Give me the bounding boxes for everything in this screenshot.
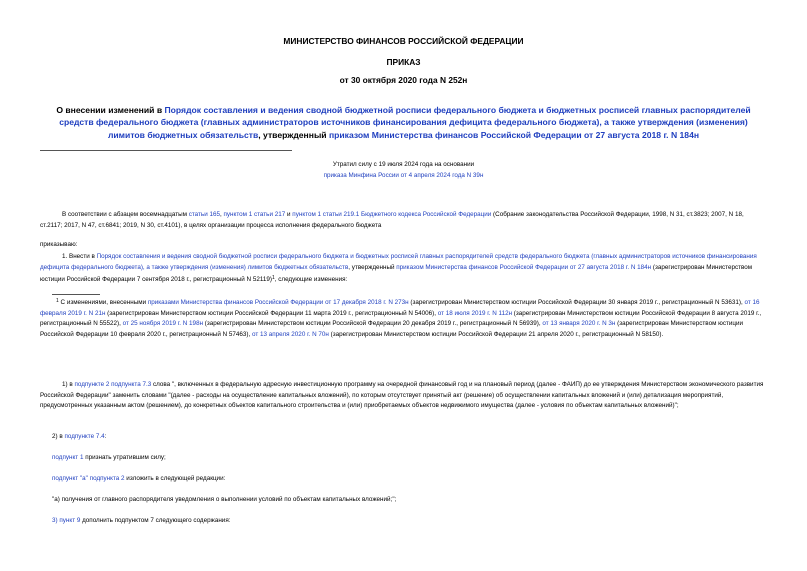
footnote-marker: 1 xyxy=(56,298,59,304)
link-order-70n[interactable]: от 13 апреля 2020 г. N 70н xyxy=(252,330,329,338)
sub2-text: 2) в xyxy=(52,433,65,440)
doc-date-number: от 30 октября 2020 года N 252н xyxy=(339,75,468,85)
title-prefix: О внесении изменений в xyxy=(56,105,165,115)
sub1-text: слова ", включенных в федеральную адресную инвестиционную программу на очередной финансовый год и на плановый период (далее - ФАИП) до ее утверждения Министерством экономического развития Российской Федерации" заменить словами "(далее - расходы на осуществление капитальных вложений), по которым отсутствует принятый акт (решение) об осуществлении капитальных вложений и (или) детализация мероприятий, предусмотренных указанным актом (решением), до конкретных объектов капитального строительства и (или) приобретаемых объектов недвижимого имущества (далее - условия по объектам капитальных вложений)"; xyxy=(40,381,764,410)
order-word: приказываю: xyxy=(40,241,78,248)
sub2b-text: изложить в следующей редакции: xyxy=(124,475,226,482)
doc-type-heading: ПРИКАЗ xyxy=(386,57,421,67)
sub3-text: дополнить подпунктом 7 следующего содержания: xyxy=(80,517,231,524)
subitem-2a-paragraph xyxy=(52,453,166,464)
link-article-219-1[interactable]: пунктом 1 статьи 219.1 Бюджетного кодекса Российской Федерации xyxy=(292,211,492,218)
footnote-text: (зарегистрирован Министерством юстиции Российской Федерации 8 августа 2019 г., регистрационный N 55522), xyxy=(40,309,762,328)
item-1-paragraph xyxy=(40,252,767,286)
footnote-text: (зарегистрирован Министерством юстиции Российской Федерации 21 апреля 2020 г., регистрационный N 58150). xyxy=(328,330,664,338)
footnote-text: С изменениями, внесенными xyxy=(60,299,148,306)
preamble-text: В соответствии с абзацем восемнадцатым xyxy=(62,211,189,218)
preamble-text: , xyxy=(219,211,224,218)
subitem-1-paragraph xyxy=(40,380,767,412)
sub2-text: : xyxy=(104,433,107,440)
link-order-273n[interactable]: приказами Министерства финансов Российской Федерации от 17 декабря 2018 г. N 273н xyxy=(147,299,409,306)
footnote-text: (зарегистрирован Министерством юстиции Российской Федерации 10 февраля 2020 г., регистрационный N 57463), xyxy=(40,320,744,338)
link-order-184n[interactable]: приказом Министерства финансов Российской Федерации от 27 августа 2018 г. N 184н xyxy=(396,263,652,271)
link-subpoint-1[interactable]: подпункт 1 xyxy=(52,454,84,461)
status-note xyxy=(0,160,807,181)
preamble-text: и xyxy=(285,211,293,218)
status-line: Утратил силу с 19 июля 2024 года на основании xyxy=(332,161,475,168)
preamble-paragraph xyxy=(40,210,767,231)
footnote-separator xyxy=(52,294,100,295)
title-middle: , утвержденный xyxy=(258,129,329,140)
subitem-2-paragraph xyxy=(52,432,106,443)
item1-text: 1. Внести в xyxy=(62,253,97,260)
preamble-text: (Собрание законодательства Российской Федерации, 1998, N 31, ст.3823; 2007, N 18, ст.2117; 2017, N 47, ст.6841; 2019, N 30, ст.4101), в целях организации процесса исполнения федерального бюджета xyxy=(40,211,744,229)
item1-text: (зарегистрирован Министерством юстиции Российской Федерации 7 сентября 2018 г., регистрационный N 52119) xyxy=(40,263,753,284)
link-procedure[interactable]: Порядок составления и ведения сводной бюджетной росписи федерального бюджета и бюджетных росписей главных распорядителей средств федерального бюджета (главных администраторов источников финансирования дефицита федерального бюджета), а также утверждения (изменения) лимитов бюджетных обязательств xyxy=(40,253,757,271)
status-link-order-39n[interactable]: приказа Минфина России от 4 апреля 2024 года N 39н xyxy=(323,171,484,179)
link-subitem-7-3[interactable]: подпункте 2 подпункта 7.3 xyxy=(74,381,152,388)
sub2a-text: признать утратившим силу; xyxy=(83,454,166,461)
sub1-text: 1) в xyxy=(62,381,75,388)
link-order-3n[interactable]: от 13 января 2020 г. N 3н xyxy=(542,320,616,328)
link-subitem-7-4[interactable]: подпункте 7.4 xyxy=(64,433,105,440)
link-article-217[interactable]: пунктом 1 статьи 217 xyxy=(223,211,286,218)
footnote-text: (зарегистрирован Министерством юстиции Российской Федерации 11 марта 2019 г., регистрационный N 54006), xyxy=(105,309,438,317)
footnote-paragraph xyxy=(40,296,767,340)
link-point-9[interactable]: 3) пункт 9 xyxy=(52,517,81,524)
subitem-3-paragraph xyxy=(52,516,230,527)
link-subpoint-a[interactable]: подпункт "а" подпункта 2 xyxy=(52,475,125,482)
footnote-text: (зарегистрирован Министерством юстиции Российской Федерации 30 января 2019 г., регистрационный N 53631), xyxy=(408,299,745,306)
title-link-order-184n[interactable]: приказом Министерства финансов Российской Федерации от 27 августа 2018 г. N 184н xyxy=(328,129,700,140)
link-order-21n[interactable]: от 16 февраля 2019 г. N 21н xyxy=(40,299,760,317)
quoted-text: "а) получения от главного распорядителя уведомления о выполнении условий по объектам капитальных вложений;"; xyxy=(52,496,397,503)
title-link-procedure[interactable]: Порядок составления и ведения сводной бюджетной росписи федерального бюджета и бюджетных росписей главных распорядителей средств федерального бюджета (главных администраторов источников финансирования дефицита федерального бюджета), а также утверждения (изменения) лимитов бюджетных обязательств xyxy=(59,105,751,140)
link-article-165[interactable]: статьи 165 xyxy=(188,211,220,218)
item1-text: , следующие изменения: xyxy=(274,276,348,284)
link-order-112n[interactable]: от 18 июля 2019 г. N 112н xyxy=(437,309,513,317)
document-title xyxy=(40,104,767,141)
footnote-text: (зарегистрирован Министерством юстиции Российской Федерации 20 декабря 2019 г., регистрационный N 56939), xyxy=(203,320,543,328)
ministry-heading: МИНИСТЕРСТВО ФИНАНСОВ РОССИЙСКОЙ ФЕДЕРАЦИИ xyxy=(283,36,524,46)
link-order-198n[interactable]: от 25 ноября 2019 г. N 198н xyxy=(122,320,204,328)
footnote-ref[interactable]: 1 xyxy=(271,275,275,282)
subitem-2b-paragraph xyxy=(52,474,225,485)
separator-line xyxy=(40,150,292,151)
item1-text: , утвержденный xyxy=(348,263,397,271)
